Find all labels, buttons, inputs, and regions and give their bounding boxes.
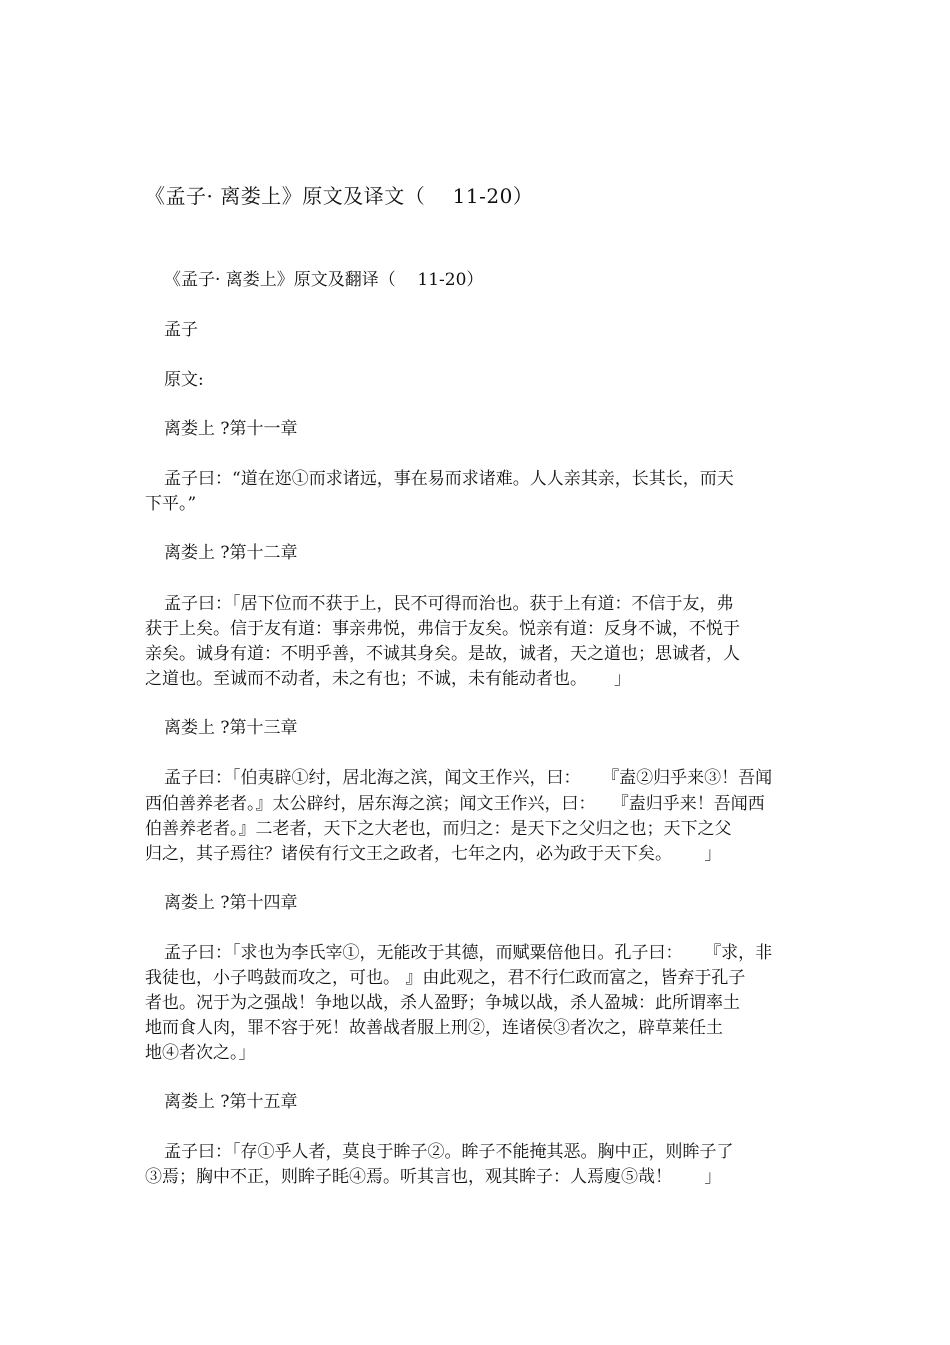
document-subtitle: 《孟子· 离娄上》原文及翻译（ 11-20） bbox=[164, 270, 484, 290]
paragraph-line: 之道也。至诚而不动者，未之有也；不诚，未有能动者也。 」 bbox=[145, 669, 632, 689]
paragraph-line: 孟子曰：「求也为李氏宰①，无能改于其德，而赋粟倍他日。孔子曰： 『求，非 bbox=[164, 943, 773, 963]
paragraph-line: 孟子曰：「伯夷辟①纣，居北海之滨，闻文王作兴，曰： 『盍②归乎来③！吾闻 bbox=[164, 768, 773, 788]
paragraph-line: 我徒也，小子鸣鼓而攻之，可也。 』由此观之，君不行仁政而富之，皆弃于孔子 bbox=[145, 968, 746, 988]
original-label: 原文: bbox=[164, 370, 204, 390]
chapter-heading: 离娄上 ?第十四章 bbox=[164, 893, 298, 913]
document-title: 《孟子· 离娄上》原文及译文（ 11-20） bbox=[145, 184, 534, 208]
paragraph-line: 伯善养老者。』二老者，天下之大老也，而归之：是天下之父归之也；天下之父 bbox=[145, 819, 732, 839]
paragraph-line: 西伯善养老者。』太公辟纣，居东海之滨；闻文王作兴，曰： 『盍归乎来！吾闻西 bbox=[145, 794, 765, 814]
chapter-heading: 离娄上 ?第十三章 bbox=[164, 718, 298, 738]
paragraph-line: 亲矣。诚身有道：不明乎善，不诚其身矣。是故，诚者，天之道也；思诚者，人 bbox=[145, 644, 740, 664]
paragraph-line: 获于上矣。信于友有道：事亲弗悦，弗信于友矣。悦亲有道：反身不诚，不悦于 bbox=[145, 619, 740, 639]
paragraph-line: ③焉；胸中不正，则眸子眊④焉。听其言也，观其眸子：人焉廋⑤哉！ 」 bbox=[145, 1167, 722, 1187]
paragraph-line: 下平。” bbox=[145, 494, 197, 514]
paragraph-line: 孟子曰：「存①乎人者，莫良于眸子②。眸子不能掩其恶。胸中正，则眸子了 bbox=[164, 1142, 734, 1162]
chapter-heading: 离娄上 ?第十一章 bbox=[164, 419, 298, 439]
paragraph-line: 地而食人肉，罪不容于死！故善战者服上刑②，连诸侯③者次之，辟草莱任土 bbox=[145, 1018, 723, 1038]
author-name: 孟子 bbox=[164, 320, 198, 340]
paragraph-line: 孟子曰：「居下位而不获于上，民不可得而治也。获于上有道：不信于友，弗 bbox=[164, 594, 734, 614]
paragraph-line: 归之，其子焉往？诸侯有行文王之政者，七年之内，必为政于天下矣。 」 bbox=[145, 844, 722, 864]
paragraph-line: 孟子曰：“道在迩①而求诸远，事在易而求诸难。人人亲其亲，长其长，而天 bbox=[164, 469, 734, 489]
chapter-heading: 离娄上 ?第十五章 bbox=[164, 1092, 298, 1112]
paragraph-line: 者也。况于为之强战！争地以战，杀人盈野；争城以战，杀人盈城：此所谓率土 bbox=[145, 993, 740, 1013]
paragraph-line: 地④者次之。」 bbox=[145, 1043, 256, 1063]
chapter-heading: 离娄上 ?第十二章 bbox=[164, 543, 298, 563]
